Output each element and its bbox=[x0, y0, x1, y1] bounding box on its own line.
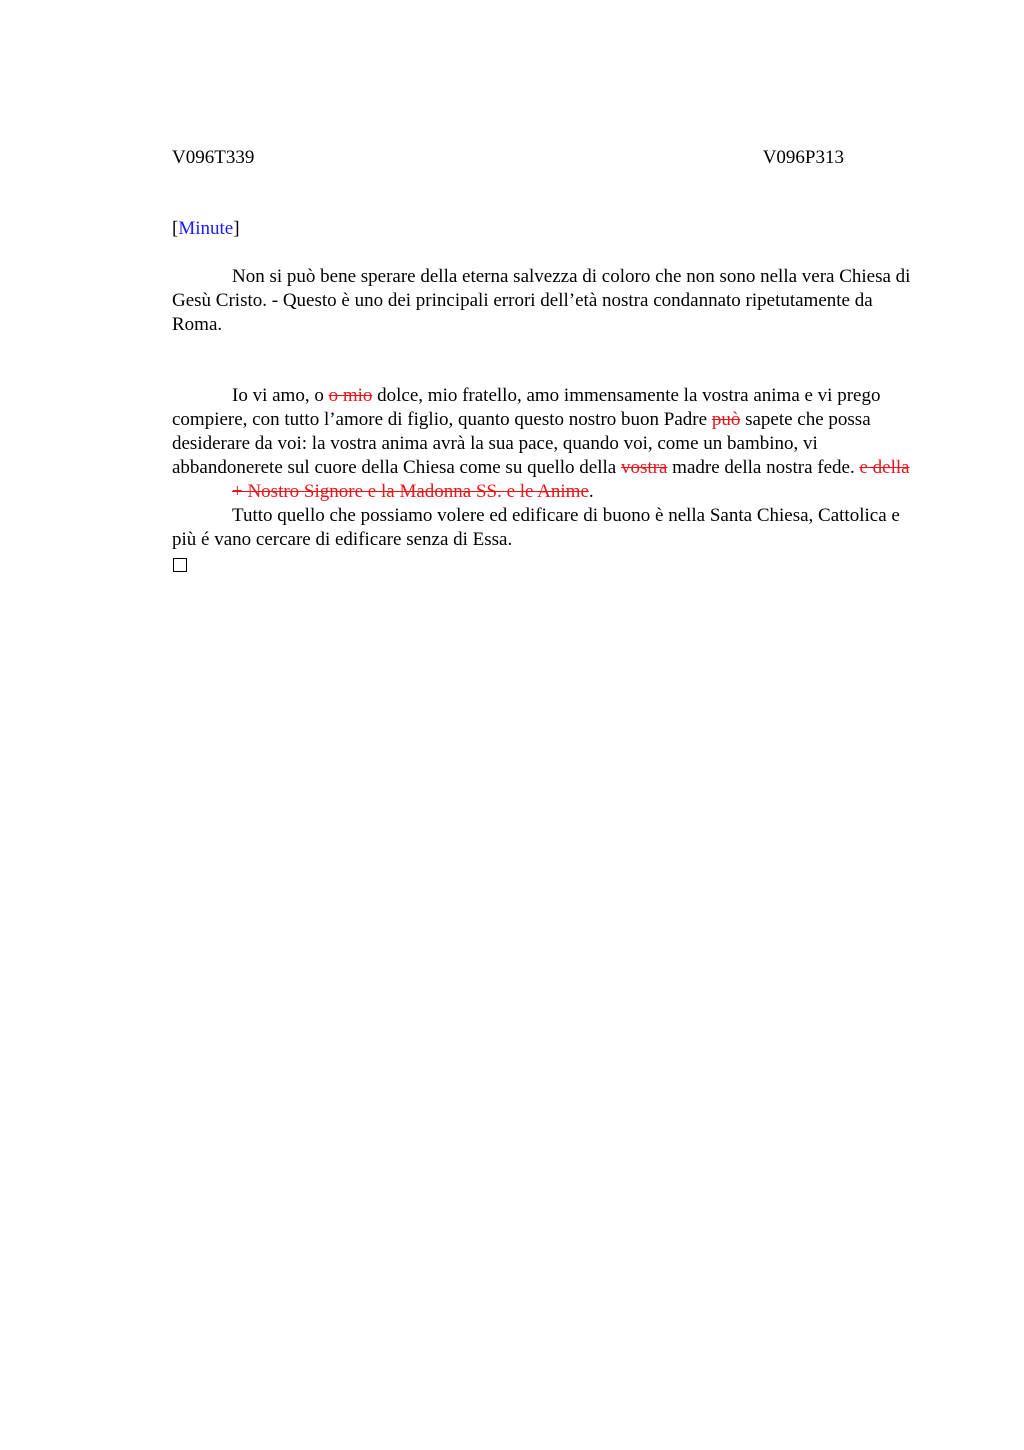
section-label-text: Minute bbox=[178, 218, 234, 239]
deleted-text: + Nostro Signore e la Madonna SS. e le Anime bbox=[232, 481, 589, 502]
right-document-code: V096P313 bbox=[762, 147, 844, 168]
paragraph-salvation: Non si può bene sperare della eterna salvezza di coloro che non sono nella vera Chiesa di Gesù Cristo. - Questo è uno dei principali errori dell’età nostra condannato ripetutamente da Roma. bbox=[172, 266, 911, 335]
section-label bbox=[172, 217, 918, 241]
text-segment: sapete che possa desiderare da voi: la vostra anima avrà la sua pace, quando voi, come un bambino, vi abbandonerete sul cuore della Chiesa come su quello della bbox=[172, 409, 871, 478]
bracket-close: ] bbox=[233, 218, 240, 239]
deleted-text: può bbox=[711, 409, 741, 430]
document-page bbox=[172, 146, 918, 572]
paragraph-letter bbox=[172, 384, 918, 480]
deleted-text: e della bbox=[859, 457, 910, 478]
text-segment: madre della nostra fede. bbox=[667, 457, 860, 478]
paragraph-church: Tutto quello che possiamo volere ed edificare di buono è nella Santa Chiesa, Cattolica e più é vano cercare di edificare senza di Essa. bbox=[172, 505, 900, 550]
text-segment: Io vi amo, o bbox=[232, 385, 329, 406]
left-document-code: V096T339 bbox=[172, 147, 255, 168]
bracket-open: [ bbox=[172, 218, 179, 239]
document-header bbox=[172, 146, 844, 170]
paragraph-deleted-line bbox=[172, 480, 918, 504]
deleted-text: vostra bbox=[620, 457, 668, 478]
text-segment: dolce, mio fratello, amo immensamente la vostra anima e vi prego compiere, con tutto l’amore di figlio, quanto questo nostro buon Padre bbox=[172, 385, 881, 430]
end-square-icon bbox=[173, 558, 187, 572]
deleted-text: o mio bbox=[328, 385, 373, 406]
text-segment: . bbox=[588, 481, 594, 502]
